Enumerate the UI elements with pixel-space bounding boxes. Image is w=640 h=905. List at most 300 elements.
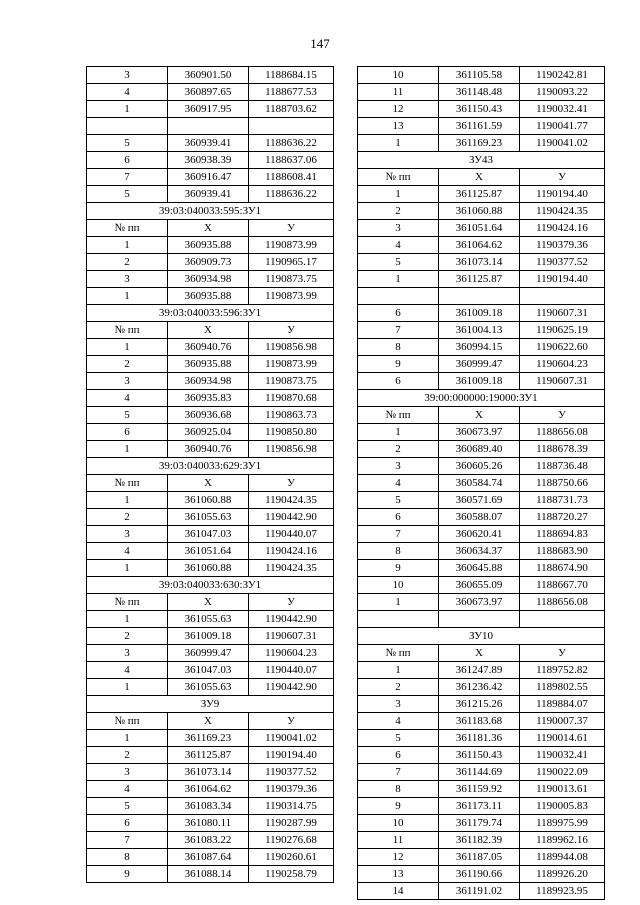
- point-number-cell: 2: [358, 203, 439, 220]
- x-coordinate-cell: 361055.63: [168, 611, 249, 628]
- x-coordinate-cell: 361144.69: [439, 764, 520, 781]
- column-header: У: [249, 713, 334, 730]
- y-coordinate-cell: 1190276.68: [249, 832, 334, 849]
- point-number-cell: 6: [358, 305, 439, 322]
- table-row: [87, 781, 334, 798]
- parcel-title-row: [358, 152, 605, 169]
- y-coordinate-cell: 1190377.52: [249, 764, 334, 781]
- point-number-cell: 3: [87, 764, 168, 781]
- point-number-cell: 12: [358, 101, 439, 118]
- x-coordinate-cell: 361125.87: [168, 747, 249, 764]
- column-header: У: [249, 322, 334, 339]
- y-coordinate-cell: 1190442.90: [249, 611, 334, 628]
- empty-separator-row: [87, 118, 334, 135]
- parcel-title: ЗУ43: [358, 152, 605, 169]
- x-coordinate-cell: 361064.62: [439, 237, 520, 254]
- table-row: [358, 441, 605, 458]
- point-number-cell: 1: [358, 662, 439, 679]
- x-coordinate-cell: 360935.88: [168, 237, 249, 254]
- point-number-cell: 2: [87, 254, 168, 271]
- y-coordinate-cell: 1190032.41: [520, 747, 605, 764]
- x-coordinate-cell: 360938.39: [168, 152, 249, 169]
- x-coordinate-cell: 360916.47: [168, 169, 249, 186]
- y-coordinate-cell: 1190856.98: [249, 339, 334, 356]
- table-row: [87, 254, 334, 271]
- point-number-cell: 10: [358, 815, 439, 832]
- x-coordinate-cell: 360939.41: [168, 186, 249, 203]
- table-row: [358, 832, 605, 849]
- x-coordinate-cell: 361161.59: [439, 118, 520, 135]
- table-row: [87, 407, 334, 424]
- empty-separator-row: [358, 611, 605, 628]
- point-number-cell: 12: [358, 849, 439, 866]
- column-header-row: [87, 220, 334, 237]
- table-row: [358, 509, 605, 526]
- x-coordinate-cell: 361047.03: [168, 662, 249, 679]
- y-coordinate-cell: 1190258.79: [249, 866, 334, 883]
- x-coordinate-cell: 360901.50: [168, 67, 249, 84]
- page-number: 147: [310, 36, 330, 51]
- table-row: [87, 730, 334, 747]
- table-row: [358, 747, 605, 764]
- x-coordinate-cell: [439, 611, 520, 628]
- x-coordinate-cell: 361182.39: [439, 832, 520, 849]
- table-row: [358, 186, 605, 203]
- y-coordinate-cell: 1190870.68: [249, 390, 334, 407]
- y-coordinate-cell: [520, 611, 605, 628]
- x-coordinate-cell: 361247.89: [439, 662, 520, 679]
- point-number-cell: 1: [358, 424, 439, 441]
- point-number-cell: 4: [87, 662, 168, 679]
- x-coordinate-cell: 360936.68: [168, 407, 249, 424]
- table-row: [87, 237, 334, 254]
- x-coordinate-cell: 360645.88: [439, 560, 520, 577]
- table-row: [87, 424, 334, 441]
- y-coordinate-cell: 1190442.90: [249, 509, 334, 526]
- x-coordinate-cell: 361051.64: [439, 220, 520, 237]
- parcel-title-row: [358, 390, 605, 407]
- x-coordinate-cell: 361179.74: [439, 815, 520, 832]
- x-coordinate-cell: 361125.87: [439, 186, 520, 203]
- column-header: У: [249, 220, 334, 237]
- table-row: [87, 662, 334, 679]
- x-coordinate-cell: 361181.36: [439, 730, 520, 747]
- x-coordinate-cell: 361055.63: [168, 509, 249, 526]
- x-coordinate-cell: [168, 118, 249, 135]
- point-number-cell: 11: [358, 84, 439, 101]
- x-coordinate-cell: 361083.22: [168, 832, 249, 849]
- point-number-cell: 4: [87, 84, 168, 101]
- point-number-cell: 1: [358, 271, 439, 288]
- x-coordinate-cell: 361060.88: [168, 492, 249, 509]
- y-coordinate-cell: 1190007.37: [520, 713, 605, 730]
- point-number-cell: 13: [358, 118, 439, 135]
- x-coordinate-cell: 361150.43: [439, 747, 520, 764]
- y-coordinate-cell: 1190194.40: [249, 747, 334, 764]
- table-row: [358, 730, 605, 747]
- y-coordinate-cell: 1189752.82: [520, 662, 605, 679]
- column-header: № пп: [87, 322, 168, 339]
- y-coordinate-cell: 1190873.99: [249, 288, 334, 305]
- point-number-cell: 6: [358, 373, 439, 390]
- table-row: [87, 526, 334, 543]
- x-coordinate-cell: 360673.97: [439, 594, 520, 611]
- x-coordinate-cell: 361159.92: [439, 781, 520, 798]
- point-number-cell: 1: [87, 560, 168, 577]
- y-coordinate-cell: 1190424.35: [520, 203, 605, 220]
- x-coordinate-cell: 361087.64: [168, 849, 249, 866]
- x-coordinate-cell: 360925.04: [168, 424, 249, 441]
- table-row: [358, 679, 605, 696]
- parcel-title-row: [87, 203, 334, 220]
- point-number-cell: 7: [87, 832, 168, 849]
- parcel-title: 39:03:040033:630:ЗУ1: [87, 577, 334, 594]
- point-number-cell: 7: [358, 322, 439, 339]
- table-row: [87, 628, 334, 645]
- y-coordinate-cell: 1190041.02: [520, 135, 605, 152]
- point-number-cell: 1: [87, 679, 168, 696]
- y-coordinate-cell: 1189944.08: [520, 849, 605, 866]
- point-number-cell: 3: [358, 458, 439, 475]
- column-header-row: [87, 594, 334, 611]
- y-coordinate-cell: 1189802.55: [520, 679, 605, 696]
- table-row: [87, 679, 334, 696]
- point-number-cell: 5: [87, 186, 168, 203]
- parcel-title-row: [87, 577, 334, 594]
- y-coordinate-cell: 1190377.52: [520, 254, 605, 271]
- point-number-cell: 2: [87, 509, 168, 526]
- y-coordinate-cell: 1188636.22: [249, 186, 334, 203]
- x-coordinate-cell: 360588.07: [439, 509, 520, 526]
- point-number-cell: 10: [358, 577, 439, 594]
- y-coordinate-cell: 1190379.36: [249, 781, 334, 798]
- table-row: [358, 577, 605, 594]
- point-number-cell: 6: [87, 815, 168, 832]
- point-number-cell: 1: [87, 339, 168, 356]
- x-coordinate-cell: 361169.23: [439, 135, 520, 152]
- column-header-row: [87, 475, 334, 492]
- y-coordinate-cell: 1188720.27: [520, 509, 605, 526]
- x-coordinate-cell: 361080.11: [168, 815, 249, 832]
- y-coordinate-cell: 1190965.17: [249, 254, 334, 271]
- column-header: У: [249, 594, 334, 611]
- table-row: [358, 237, 605, 254]
- table-row: [87, 492, 334, 509]
- x-coordinate-cell: 361190.66: [439, 866, 520, 883]
- table-row: [87, 186, 334, 203]
- point-number-cell: 1: [87, 101, 168, 118]
- y-coordinate-cell: 1189884.07: [520, 696, 605, 713]
- table-row: [358, 203, 605, 220]
- x-coordinate-cell: 360935.88: [168, 356, 249, 373]
- x-coordinate-cell: 360584.74: [439, 475, 520, 492]
- table-row: [87, 101, 334, 118]
- column-header: № пп: [87, 475, 168, 492]
- parcel-title: 39:03:040033:629:ЗУ1: [87, 458, 334, 475]
- y-coordinate-cell: 1188636.22: [249, 135, 334, 152]
- y-coordinate-cell: 1190873.75: [249, 373, 334, 390]
- table-row: [358, 662, 605, 679]
- point-number-cell: 5: [358, 492, 439, 509]
- y-coordinate-cell: 1190440.07: [249, 526, 334, 543]
- table-row: [358, 594, 605, 611]
- parcel-title-row: [358, 628, 605, 645]
- parcel-title: 39:00:000000:19000:ЗУ1: [358, 390, 605, 407]
- x-coordinate-cell: 361105.58: [439, 67, 520, 84]
- point-number-cell: 1: [87, 611, 168, 628]
- table-row: [87, 356, 334, 373]
- table-row: [87, 339, 334, 356]
- table-row: [87, 543, 334, 560]
- point-number-cell: 4: [87, 390, 168, 407]
- parcel-title-row: [87, 696, 334, 713]
- y-coordinate-cell: 1188683.90: [520, 543, 605, 560]
- column-header: № пп: [87, 594, 168, 611]
- point-number-cell: 3: [87, 67, 168, 84]
- table-row: [358, 373, 605, 390]
- point-number-cell: 4: [87, 781, 168, 798]
- x-coordinate-cell: 360571.69: [439, 492, 520, 509]
- y-coordinate-cell: 1190607.31: [249, 628, 334, 645]
- table-row: [358, 271, 605, 288]
- y-coordinate-cell: 1188667.70: [520, 577, 605, 594]
- y-coordinate-cell: 1188674.90: [520, 560, 605, 577]
- table-row: [358, 305, 605, 322]
- x-coordinate-cell: 360940.76: [168, 339, 249, 356]
- table-row: [358, 849, 605, 866]
- x-coordinate-cell: 360994.15: [439, 339, 520, 356]
- x-coordinate-cell: 361009.18: [439, 373, 520, 390]
- column-header-row: [358, 169, 605, 186]
- y-coordinate-cell: 1190379.36: [520, 237, 605, 254]
- point-number-cell: 2: [358, 441, 439, 458]
- parcel-title-row: [87, 305, 334, 322]
- point-number-cell: 8: [87, 849, 168, 866]
- table-row: [87, 764, 334, 781]
- column-header: Х: [168, 475, 249, 492]
- x-coordinate-cell: 360934.98: [168, 271, 249, 288]
- point-number-cell: 9: [358, 560, 439, 577]
- y-coordinate-cell: [520, 288, 605, 305]
- y-coordinate-cell: 1190194.40: [520, 271, 605, 288]
- x-coordinate-cell: 361083.34: [168, 798, 249, 815]
- table-row: [87, 169, 334, 186]
- point-number-cell: 1: [358, 186, 439, 203]
- point-number-cell: 4: [358, 713, 439, 730]
- table-row: [358, 84, 605, 101]
- y-coordinate-cell: 1190607.31: [520, 305, 605, 322]
- point-number-cell: 13: [358, 866, 439, 883]
- table-row: [87, 373, 334, 390]
- table-row: [87, 798, 334, 815]
- column-header-row: [358, 645, 605, 662]
- point-number-cell: 7: [358, 764, 439, 781]
- table-row: [87, 560, 334, 577]
- point-number-cell: 4: [358, 237, 439, 254]
- table-row: [87, 67, 334, 84]
- y-coordinate-cell: 1190604.23: [520, 356, 605, 373]
- x-coordinate-cell: 360917.95: [168, 101, 249, 118]
- x-coordinate-cell: 361073.14: [439, 254, 520, 271]
- table-row: [358, 815, 605, 832]
- point-number-cell: [87, 118, 168, 135]
- table-row: [87, 509, 334, 526]
- point-number-cell: 5: [87, 798, 168, 815]
- point-number-cell: 8: [358, 781, 439, 798]
- table-row: [358, 220, 605, 237]
- y-coordinate-cell: 1189923.95: [520, 883, 605, 900]
- point-number-cell: 7: [87, 169, 168, 186]
- point-number-cell: 3: [87, 645, 168, 662]
- table-row: [358, 339, 605, 356]
- y-coordinate-cell: 1188677.53: [249, 84, 334, 101]
- table-row: [358, 322, 605, 339]
- y-coordinate-cell: 1188656.08: [520, 424, 605, 441]
- x-coordinate-cell: 360935.88: [168, 288, 249, 305]
- y-coordinate-cell: [249, 118, 334, 135]
- table-row: [87, 645, 334, 662]
- table-row: [87, 271, 334, 288]
- x-coordinate-cell: 361060.88: [168, 560, 249, 577]
- y-coordinate-cell: 1190440.07: [249, 662, 334, 679]
- point-number-cell: 1: [358, 594, 439, 611]
- x-coordinate-cell: 361191.02: [439, 883, 520, 900]
- table-row: [358, 424, 605, 441]
- x-coordinate-cell: 360939.41: [168, 135, 249, 152]
- point-number-cell: 8: [358, 543, 439, 560]
- y-coordinate-cell: 1190622.60: [520, 339, 605, 356]
- x-coordinate-cell: 360940.76: [168, 441, 249, 458]
- x-coordinate-cell: 361051.64: [168, 543, 249, 560]
- table-row: [358, 798, 605, 815]
- y-coordinate-cell: 1188656.08: [520, 594, 605, 611]
- point-number-cell: 11: [358, 832, 439, 849]
- point-number-cell: 3: [87, 526, 168, 543]
- y-coordinate-cell: 1189926.20: [520, 866, 605, 883]
- y-coordinate-cell: 1190314.75: [249, 798, 334, 815]
- point-number-cell: 1: [87, 492, 168, 509]
- parcel-title-row: [87, 458, 334, 475]
- point-number-cell: 6: [87, 424, 168, 441]
- table-row: [358, 526, 605, 543]
- parcel-title: ЗУ10: [358, 628, 605, 645]
- y-coordinate-cell: 1190424.16: [520, 220, 605, 237]
- table-row: [87, 849, 334, 866]
- table-row: [358, 696, 605, 713]
- y-coordinate-cell: 1190873.99: [249, 237, 334, 254]
- table-row: [358, 101, 605, 118]
- x-coordinate-cell: 361055.63: [168, 679, 249, 696]
- y-coordinate-cell: 1190873.75: [249, 271, 334, 288]
- y-coordinate-cell: 1190863.73: [249, 407, 334, 424]
- x-coordinate-cell: 361009.18: [439, 305, 520, 322]
- x-coordinate-cell: 361073.14: [168, 764, 249, 781]
- y-coordinate-cell: 1190424.35: [249, 492, 334, 509]
- y-coordinate-cell: 1190041.02: [249, 730, 334, 747]
- x-coordinate-cell: 361009.18: [168, 628, 249, 645]
- point-number-cell: 10: [358, 67, 439, 84]
- y-coordinate-cell: 1190850.80: [249, 424, 334, 441]
- x-coordinate-cell: 360934.98: [168, 373, 249, 390]
- table-row: [358, 254, 605, 271]
- column-header: Х: [168, 322, 249, 339]
- y-coordinate-cell: 1188750.66: [520, 475, 605, 492]
- table-row: [87, 135, 334, 152]
- point-number-cell: 14: [358, 883, 439, 900]
- table-row: [358, 67, 605, 84]
- y-coordinate-cell: 1190093.22: [520, 84, 605, 101]
- point-number-cell: 3: [358, 696, 439, 713]
- column-header: № пп: [358, 407, 439, 424]
- column-header: У: [249, 475, 334, 492]
- x-coordinate-cell: 360909.73: [168, 254, 249, 271]
- x-coordinate-cell: 360935.83: [168, 390, 249, 407]
- column-header: У: [520, 169, 605, 186]
- x-coordinate-cell: 361004.13: [439, 322, 520, 339]
- x-coordinate-cell: 361064.62: [168, 781, 249, 798]
- x-coordinate-cell: 361125.87: [439, 271, 520, 288]
- table-row: [358, 135, 605, 152]
- y-coordinate-cell: 1190607.31: [520, 373, 605, 390]
- table-row: [358, 883, 605, 900]
- point-number-cell: 5: [358, 254, 439, 271]
- y-coordinate-cell: 1190424.16: [249, 543, 334, 560]
- x-coordinate-cell: 361187.05: [439, 849, 520, 866]
- y-coordinate-cell: 1190873.99: [249, 356, 334, 373]
- column-header: У: [520, 407, 605, 424]
- x-coordinate-cell: 361088.14: [168, 866, 249, 883]
- column-header: Х: [168, 220, 249, 237]
- point-number-cell: 1: [87, 237, 168, 254]
- table-row: [87, 84, 334, 101]
- column-header: № пп: [358, 645, 439, 662]
- table-row: [87, 441, 334, 458]
- parcel-title: 39:03:040033:595:ЗУ1: [87, 203, 334, 220]
- table-row: [358, 713, 605, 730]
- x-coordinate-cell: 361183.68: [439, 713, 520, 730]
- x-coordinate-cell: 360897.65: [168, 84, 249, 101]
- y-coordinate-cell: 1190022.09: [520, 764, 605, 781]
- point-number-cell: [358, 611, 439, 628]
- table-row: [87, 747, 334, 764]
- table-row: [358, 458, 605, 475]
- point-number-cell: 5: [87, 135, 168, 152]
- point-number-cell: [358, 288, 439, 305]
- column-header-row: [87, 322, 334, 339]
- table-row: [87, 866, 334, 883]
- point-number-cell: 3: [87, 271, 168, 288]
- point-number-cell: 1: [87, 730, 168, 747]
- column-header: Х: [439, 169, 520, 186]
- y-coordinate-cell: 1190424.35: [249, 560, 334, 577]
- coordinates-table-right: [357, 66, 605, 900]
- y-coordinate-cell: 1189975.99: [520, 815, 605, 832]
- point-number-cell: 2: [358, 679, 439, 696]
- table-row: [87, 815, 334, 832]
- point-number-cell: 9: [358, 798, 439, 815]
- point-number-cell: 1: [87, 288, 168, 305]
- table-row: [87, 152, 334, 169]
- table-row: [358, 356, 605, 373]
- y-coordinate-cell: 1190260.61: [249, 849, 334, 866]
- table-row: [358, 543, 605, 560]
- x-coordinate-cell: 361236.42: [439, 679, 520, 696]
- parcel-title: 39:03:040033:596:ЗУ1: [87, 305, 334, 322]
- table-row: [358, 560, 605, 577]
- x-coordinate-cell: 361169.23: [168, 730, 249, 747]
- x-coordinate-cell: 361215.26: [439, 696, 520, 713]
- y-coordinate-cell: 1190032.41: [520, 101, 605, 118]
